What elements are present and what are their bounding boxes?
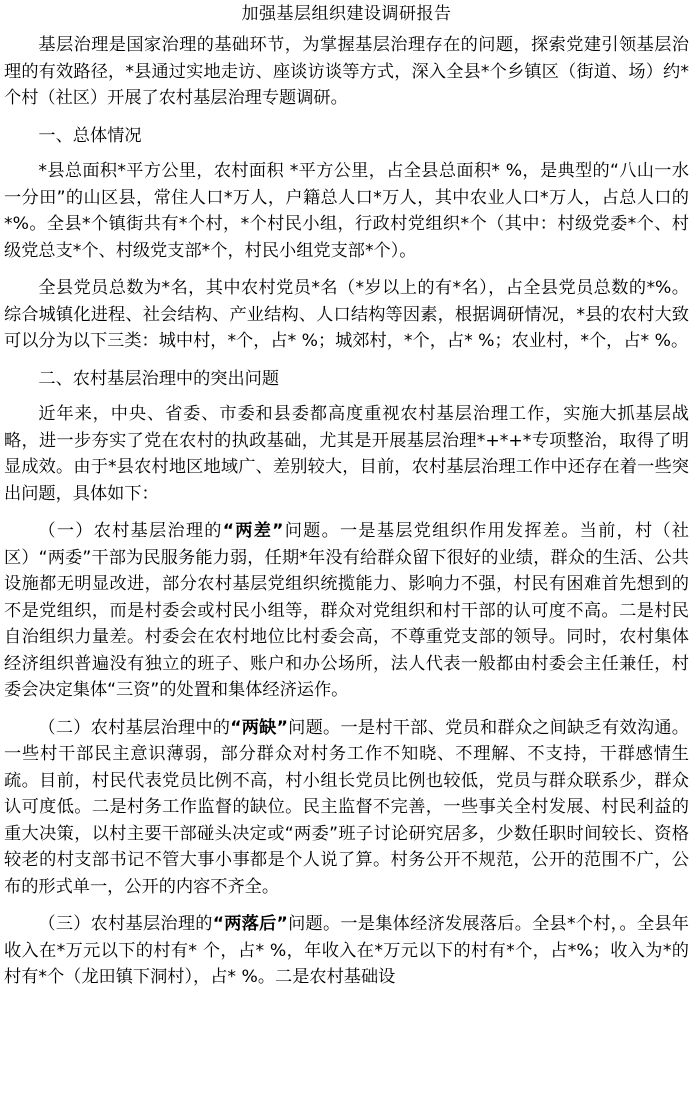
section-heading-overview: 一、总体情况 [38, 125, 142, 146]
document-title: 加强基层组织建设调研报告 [241, 4, 452, 24]
problem-paragraph-two-lacks [4, 715, 689, 901]
section-heading-problems: 二、农村基层治理中的突出问题 [38, 368, 280, 389]
problem-lead: “两差” [222, 521, 284, 541]
problem-body: 问题。一是村干部、党员和群众之间缺乏有效沟通。一些村干部民主意识薄弱，部分群众对村务工作不知晓、不理解、不支持，干群感情生疏。目前，村民代表党员比例不高，村小组长党员比例也较低，党员与群众联系少，群众认可度低。二是村务工作监督的缺位。民主监督不完善，一些事关全村发展、村民利益的重大决策，以村主要干部碰头决定或“两委”班子讨论研究居多，少数任职时间较长、资格较老的村支部书记不管大事小事都是个人说了算。村务公开不规范，公开的范围不广，公布的形式单一，公开的内容不齐全。 [4, 717, 689, 897]
problems-intro-paragraph: 近年来，中央、省委、市委和县委都高度重视农村基层治理工作，实施大抓基层战略，进一步夯实了党在农村的执政基础，尤其是开展基层治理*+*+*专项整治，取得了明显成效。由于*县农村地区地域广、差别较大，目前，农村基层治理工作中还存在着一些突出问题，具体如下： [4, 404, 689, 504]
overview-paragraph-members: 全县党员总数为*名，其中农村党员*名（*岁以上的有*名），占全县党员总数的*%。综合城镇化进程、社会结构、产业结构、人口结构等因素，根据调研情况，*县的农村大致可以分为以下三类：城中村，*个，占* %；城郊村，*个，占* %；农业村，*个，占* %。 [4, 278, 689, 351]
problem-body: 问题。一是基层党组织作用发挥差。当前，村（社区）“两委”干部为民服务能力弱，任期*年没有给群众留下很好的业绩，群众的生活、公共设施都无明显改进，部分农村基层党组织统揽能力、影响力不强，村民有困难首先想到的不是党组织，而是村委会或村民小组等，群众对党组织和村干部的认可度不高。二是村民自治组织力量差。村委会在农村地位比村委会高，不尊重党支部的领导。同时，农村集体经济组织普遍没有独立的班子、账户和办公场所，法人代表一般都由村委会主任兼任，村委会决定集体“三资”的处置和集体经济运作。 [4, 521, 689, 700]
intro-paragraph: 基层治理是国家治理的基础环节，为掌握基层治理存在的问题，探索党建引领基层治理的有效路径，*县通过实地走访、座谈访谈等方式，深入全县*个乡镇区（街道、场）约*个村（社区）开展了农村基层治理专题调研。 [4, 35, 689, 108]
problem-lead: “两落后” [212, 914, 288, 934]
problem-prefix: （三）农村基层治理的 [38, 914, 213, 934]
problem-prefix: （一）农村基层治理的 [38, 521, 223, 541]
problem-paragraph-two-backward [4, 911, 689, 991]
overview-paragraph-area: *县总面积*平方公里，农村面积 *平方公里，占全县总面积* %，是典型的“八山一水一分田”的山区县，常住人口*万人，户籍总人口*万人，其中农业人口*万人，占总人口的*%。全县*个镇街共有*个村，*个村民小组，行政村党组织*个（其中：村级党委*个、村级党总支*个、村级党支部*个，村民小组党支部*个）。 [4, 161, 689, 261]
problem-paragraph-two-poor [4, 518, 689, 704]
problem-body: 问题。一是集体经济发展落后。全县*个村，。全县年收入在*万元以下的村有* 个，占* %，年收入在*万元以下的村有*个，占*%；收入为*的村有*个（龙田镇下洞村），占* %。二是农村基础设 [4, 914, 689, 987]
problem-prefix: （二）农村基层治理中的 [38, 717, 231, 738]
problem-lead: “两缺” [230, 717, 288, 738]
